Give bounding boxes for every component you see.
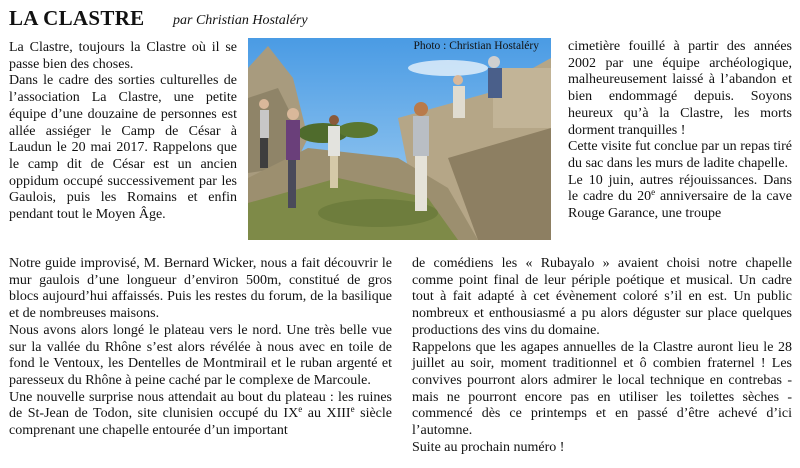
paragraph: cimetière fouillé à partir des années 2002 par une équipe archéologique, malheureusement laissé à l’abandon et bien endommagé depuis. Soyons heureux qu’à la Clastre, les morts dorment tranquilles ! [568, 39, 792, 138]
paragraph: Suite au prochain numéro ! [412, 439, 565, 455]
article-title: LA CLASTRE [9, 6, 145, 30]
text-run: siècle comprenant une chapelle entourée d’un important [9, 406, 392, 439]
paragraph: Notre guide improvisé, M. Bernard Wicker, nous a fait découvrir le mur gaulois d’une longueur d’environ 500m, constitué de gros blocs aujourd’hui affaissés. Puis les restes du forum, de la basilique et de nombreuses maisons. [9, 256, 392, 322]
paragraph: La Clastre, toujours la Clastre où il se passe bien des choses. [9, 40, 237, 72]
column-left-top [9, 40, 237, 224]
article-photo [248, 38, 551, 240]
superscript: e [298, 404, 303, 415]
text-run: Une nouvelle surprise nous attendait au bout du plateau : les ruines de St-Jean de Todon, site clunisien occupé du IX [9, 389, 392, 422]
text-run: Le 10 juin, autres réjouissances. Dans le cadre du 20 [568, 172, 792, 205]
paragraph: de comédiens les « Rubayalo » avaient choisi notre chapelle comme point final de leur périple poétique et musical. Un cadre tout à fait adapté à cet évènement coloré s’il en est. Un public nombreux et enthousiasmé a pu alors déguster sur place quelques productions des vins du domaine. [412, 256, 792, 338]
superscript: e [350, 404, 355, 415]
paragraph [568, 173, 792, 223]
photo-credit: Photo : Christian Hostaléry [413, 40, 539, 52]
paragraph [9, 390, 392, 440]
article-byline: par Christian Hostaléry [173, 13, 308, 28]
column-left-bottom [9, 256, 392, 440]
text-run: au XIII [302, 406, 351, 422]
paragraph: Nous avons alors longé le plateau vers le nord. Une très belle vue sur la vallée du Rhône s’est alors révélée à nous avec en toile de fond le Ventoux, les Dentelles de Montmirail et le ruban argenté et paresseux du Rhône à peine caché par le complexe de Marcoule. [9, 322, 392, 388]
ruins-photo-illustration [248, 38, 551, 240]
text-run: anniversaire de la cave Rouge Garance, une troupe [568, 189, 792, 222]
column-right-top [568, 39, 792, 223]
column-right-bottom [412, 256, 792, 456]
paragraph: Rappelons que les agapes annuelles de la Clastre auront lieu le 28 juillet au soir, moment traditionnel et ô combien fraternel ! Les convives pourront alors admirer le local technique en contrebas - mais ne pourront encore pas en utiliser les toilettes sèches - commencé dès ce printemps et en passé d’être achevé d’ici l’automne. [412, 339, 792, 439]
superscript: e [651, 187, 656, 198]
paragraph: Cette visite fut conclue par un repas tiré du sac dans les murs de ladite chapelle. [568, 139, 792, 171]
paragraph: Dans le cadre des sorties culturelles de l’association La Clastre, une petite équipe d’une douzaine de personnes est allée assiéger le Camp de César à Laudun le 20 mai 2017. Rappelons que le camp dit de César est un ancien oppidum occupé successivement par les Gaulois, puis les Romains et enfin pendant tout le Moyen Âge. [9, 73, 237, 223]
